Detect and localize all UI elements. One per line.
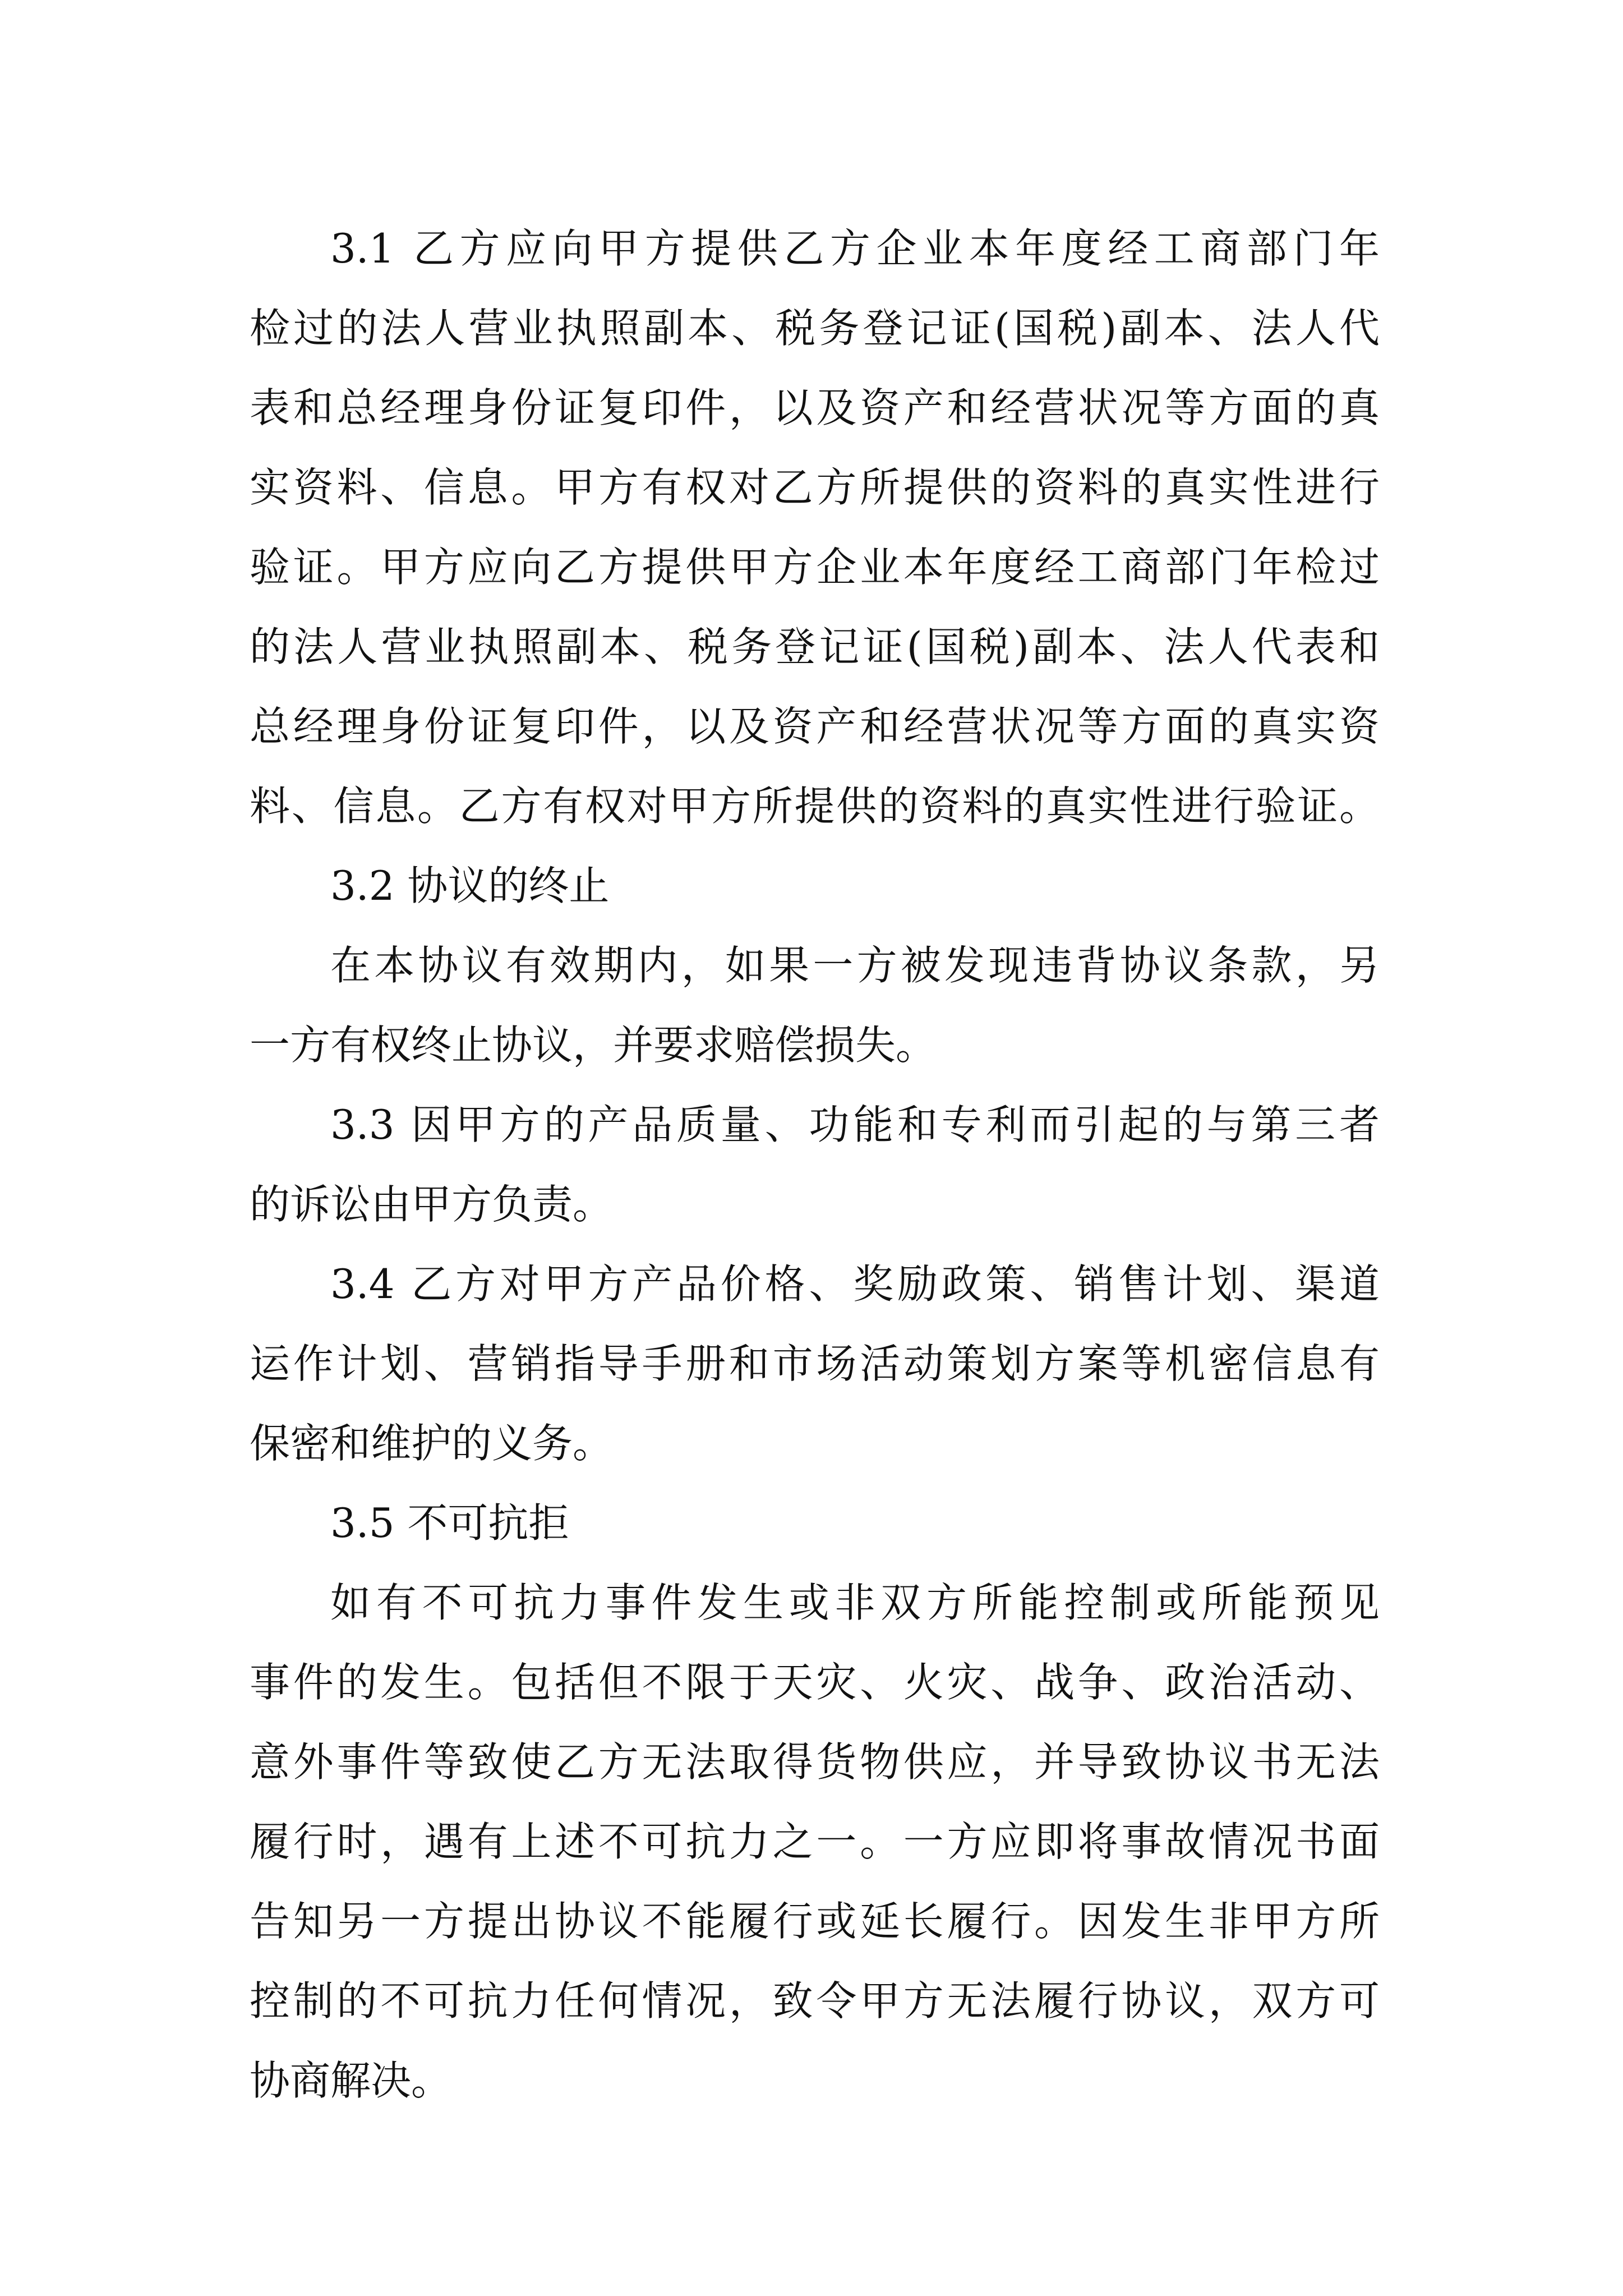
text-line: 验证。甲方应向乙方提供甲方企业本年度经工商部门年检过 <box>250 544 1380 591</box>
text-line: 实资料、信息。甲方有权对乙方所提供的资料的真实性进行 <box>250 464 1380 511</box>
text-line: 的诉讼由甲方负责。 <box>250 1181 614 1228</box>
text-line: 事件的发生。包括但不限于天灾、火灾、战争、政治活动、 <box>250 1659 1380 1706</box>
text-line: 告知另一方提出协议不能履行或延长履行。因发生非甲方所 <box>250 1898 1380 1945</box>
text-line: 检过的法人营业执照副本、税务登记证(国税)副本、法人代 <box>250 305 1380 352</box>
text-line: 运作计划、营销指导手册和市场活动策划方案等机密信息有 <box>250 1340 1380 1387</box>
text-line: 3.4 乙方对甲方产品价格、奖励政策、销售计划、渠道 <box>330 1260 1380 1308</box>
text-line: 料、信息。乙方有权对甲方所提供的资料的真实性进行验证。 <box>250 783 1380 830</box>
text-line: 意外事件等致使乙方无法取得货物供应，并导致协议书无法 <box>250 1738 1380 1786</box>
text-line: 控制的不可抗力任何情况，致令甲方无法履行协议，双方可 <box>250 1977 1380 2024</box>
text-line: 协商解决。 <box>250 2057 452 2104</box>
document-body <box>250 209 1380 2120</box>
text-line: 3.3 因甲方的产品质量、功能和专利而引起的与第三者 <box>330 1101 1380 1148</box>
text-line: 保密和维护的义务。 <box>250 1420 614 1467</box>
text-line: 总经理身份证复印件，以及资产和经营状况等方面的真实资 <box>250 703 1380 750</box>
section-heading: 3.5 不可抗拒 <box>330 1499 569 1547</box>
text-line: 一方有权终止协议，并要求赔偿损失。 <box>250 1022 937 1069</box>
text-line: 3.1 乙方应向甲方提供乙方企业本年度经工商部门年 <box>330 225 1380 272</box>
text-line: 如有不可抗力事件发生或非双方所能控制或所能预见 <box>330 1579 1380 1626</box>
text-line: 的法人营业执照副本、税务登记证(国税)副本、法人代表和 <box>250 623 1380 670</box>
text-line: 表和总经理身份证复印件，以及资产和经营状况等方面的真 <box>250 384 1380 431</box>
text-line: 履行时，遇有上述不可抗力之一。一方应即将事故情况书面 <box>250 1818 1380 1865</box>
section-heading: 3.2 协议的终止 <box>330 862 610 909</box>
text-line: 在本协议有效期内，如果一方被发现违背协议条款，另 <box>330 942 1380 989</box>
